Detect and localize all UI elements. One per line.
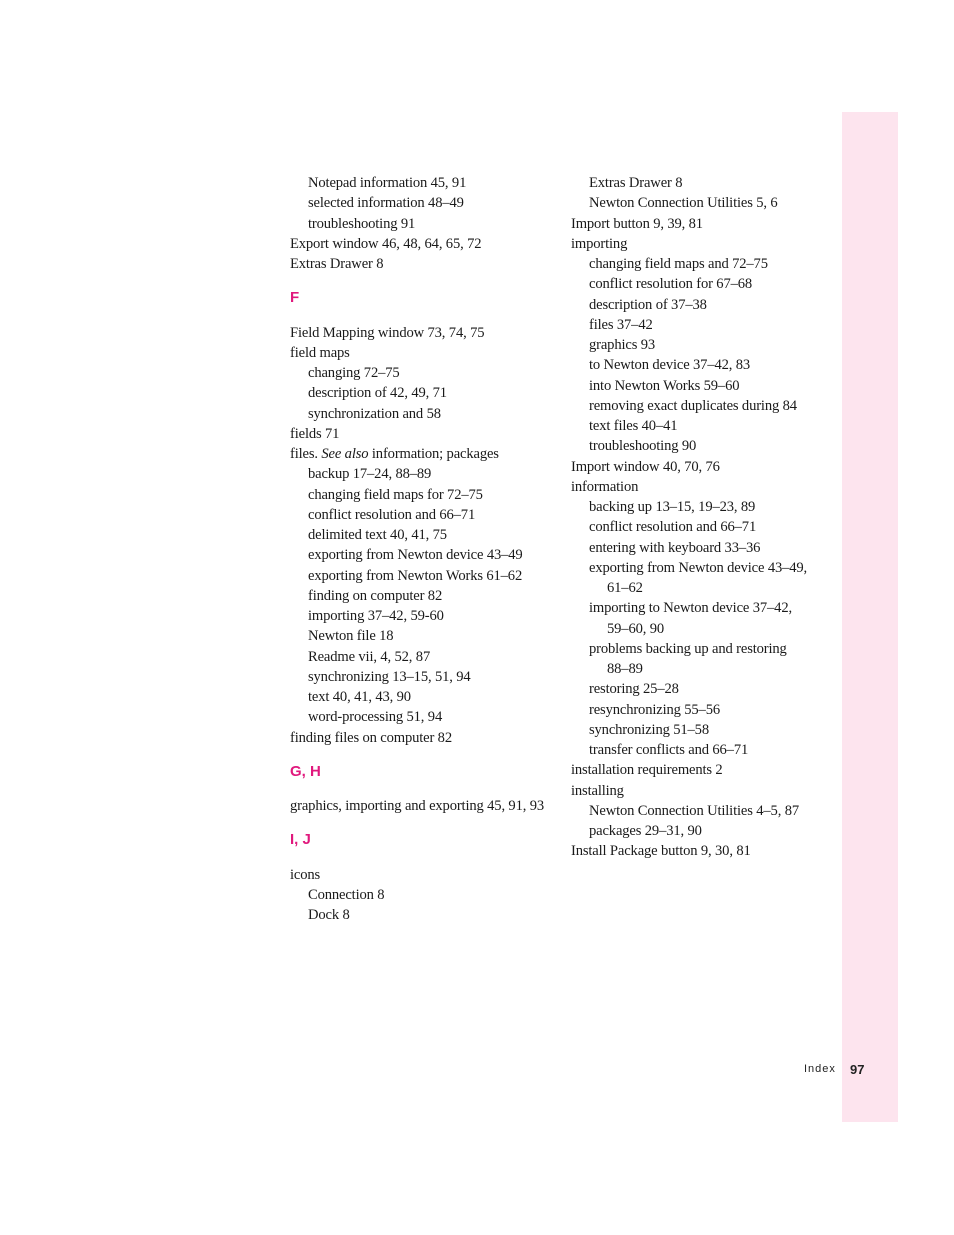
- index-subentry: conflict resolution and 66–71: [589, 519, 757, 536]
- index-column-left: [290, 173, 560, 925]
- index-subentry: importing to Newton device 37–42,: [589, 600, 792, 617]
- index-entry: Import window 40, 70, 76: [571, 458, 720, 475]
- index-subentry: exporting from Newton Works 61–62: [308, 567, 523, 584]
- index-subentry: changing 72–75: [308, 365, 400, 381]
- index-subentry: importing 37–42, 59-60: [308, 608, 444, 624]
- index-subentry: Dock 8: [308, 907, 350, 923]
- index-entry: fields 71: [290, 425, 340, 442]
- index-subentry: backup 17–24, 88–89: [308, 466, 432, 483]
- index-subentry: to Newton device 37–42, 83: [589, 357, 751, 374]
- index-subentry: Notepad information 45, 91: [308, 175, 467, 191]
- footer-section-label: Index: [804, 1063, 836, 1075]
- index-subentry: delimited text 40, 41, 75: [308, 527, 447, 543]
- index-entry: field maps: [290, 344, 350, 361]
- index-subentry: problems backing up and restoring: [589, 640, 787, 657]
- index-entry: finding files on computer 82: [290, 729, 452, 746]
- index-subentry: 88–89: [607, 661, 643, 677]
- index-entry: information: [571, 478, 639, 495]
- index-subentry: 61–62: [607, 580, 643, 596]
- index-subentry: synchronizing 13–15, 51, 94: [308, 668, 471, 685]
- index-subentry: resynchronizing 55–56: [589, 701, 721, 718]
- index-subentry: synchronizing 51–58: [589, 721, 709, 738]
- index-subentry: selected information 48–49: [308, 195, 464, 212]
- index-letter-heading: G, H: [290, 762, 321, 780]
- index-subentry: description of 37–38: [589, 296, 707, 313]
- index-entry-text: files.: [290, 446, 322, 462]
- index-subentry: Readme vii, 4, 52, 87: [308, 648, 431, 665]
- index-entry: installation requirements 2: [571, 762, 723, 779]
- index-entry: Install Package button 9, 30, 81: [571, 843, 751, 860]
- index-subentry: troubleshooting 91: [308, 215, 416, 232]
- index-entry: Import button 9, 39, 81: [571, 215, 703, 232]
- index-subentry: transfer conflicts and 66–71: [589, 742, 749, 758]
- index-entry: Export window 46, 48, 64, 65, 72: [290, 235, 482, 252]
- index-subentry: text files 40–41: [589, 418, 678, 434]
- index-subentry: text 40, 41, 43, 90: [308, 689, 411, 705]
- index-subentry: Extras Drawer 8: [589, 175, 683, 191]
- sidebar-band: [842, 112, 898, 1122]
- index-entry: icons: [290, 866, 321, 883]
- index-subentry: Connection 8: [308, 886, 385, 903]
- index-column-right: [571, 173, 833, 862]
- index-subentry: conflict resolution and 66–71: [308, 506, 476, 523]
- index-entry: Field Mapping window 73, 74, 75: [290, 324, 485, 341]
- index-subentry: finding on computer 82: [308, 587, 443, 604]
- index-subentry: exporting from Newton device 43–49: [308, 547, 523, 564]
- index-entry: [290, 444, 560, 464]
- index-subentry: Newton file 18: [308, 628, 394, 645]
- index-subentry: backing up 13–15, 19–23, 89: [589, 499, 756, 515]
- index-subentry: files 37–42: [589, 316, 653, 333]
- index-subentry: restoring 25–28: [589, 681, 679, 698]
- index-subentry: 59–60, 90: [607, 620, 665, 637]
- index-subentry: Newton Connection Utilities 5, 6: [589, 195, 778, 212]
- index-subentry: description of 42, 49, 71: [308, 385, 447, 402]
- index-letter-heading: I, J: [290, 831, 311, 849]
- index-subentry: exporting from Newton device 43–49,: [589, 559, 808, 576]
- footer-page-number: 97: [850, 1062, 865, 1077]
- index-subentry: word-processing 51, 94: [308, 709, 443, 726]
- index-subentry: conflict resolution for 67–68: [589, 276, 753, 293]
- index-entry: installing: [571, 782, 624, 799]
- index-subentry: removing exact duplicates during 84: [589, 397, 797, 414]
- index-subentry: graphics 93: [589, 337, 656, 353]
- index-subentry: packages 29–31, 90: [589, 823, 702, 839]
- index-subentry: synchronization and 58: [308, 405, 441, 422]
- index-subentry: Newton Connection Utilities 4–5, 87: [589, 802, 799, 819]
- index-entry: graphics, importing and exporting 45, 91, 93: [290, 798, 545, 814]
- index-subentry: changing field maps and 72–75: [589, 256, 768, 272]
- index-entry: importing: [571, 235, 628, 252]
- index-entry-text: information; packages: [368, 446, 499, 462]
- index-subentry: troubleshooting 90: [589, 438, 697, 455]
- index-letter-heading: F: [290, 289, 300, 307]
- index-subentry: into Newton Works 59–60: [589, 377, 740, 394]
- see-also-reference: See also: [321, 446, 369, 462]
- index-subentry: entering with keyboard 33–36: [589, 539, 761, 556]
- index-entry: Extras Drawer 8: [290, 256, 384, 272]
- index-subentry: changing field maps for 72–75: [308, 486, 483, 503]
